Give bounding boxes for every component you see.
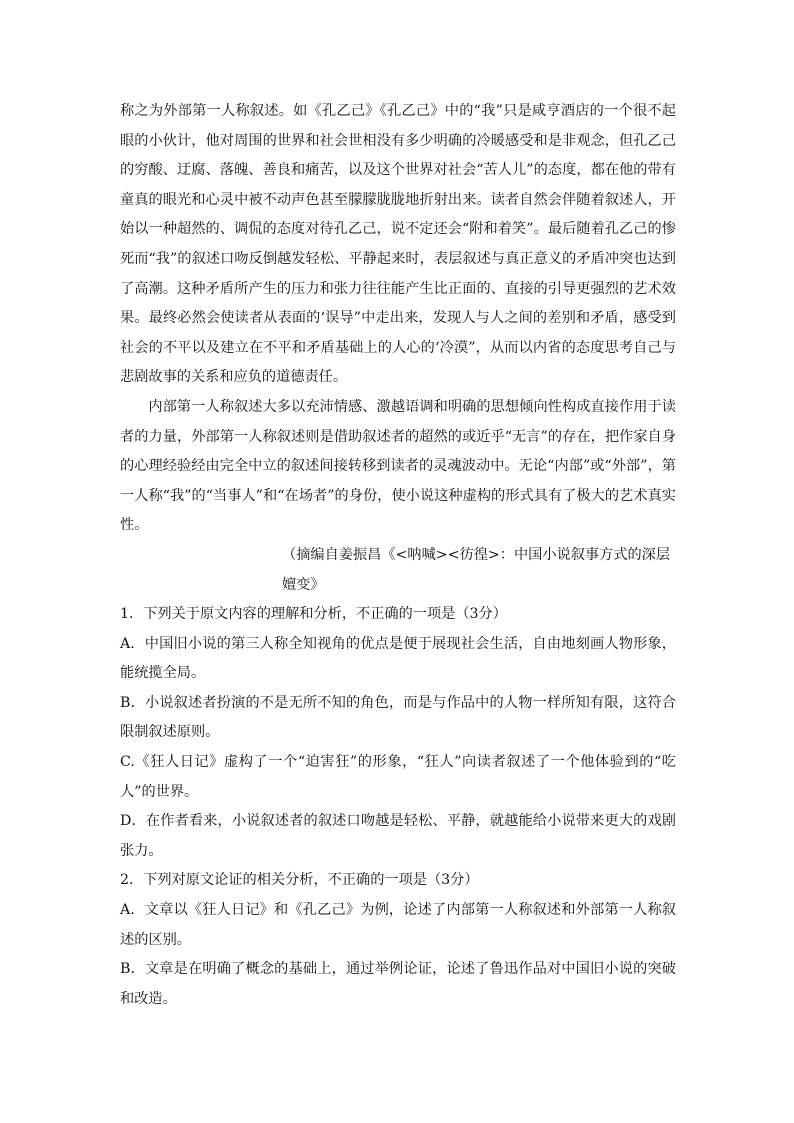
document-body — [120, 97, 676, 1014]
body-paragraph: 内部第一人称叙述大多以充沛情感、激越语调和明确的思想倾向性构成直接作用于读者的力量，外部第一人称叙述则是借助叙述者的超然的或近乎“无言”的存在，把作家自身的心理经验经由完全中立的叙述间接转移到读者的灵魂波动中。无论“内部”或“外部”，第一人称“我”的“当事人”和“在场者”的身份，使小说这种虚构的形式具有了极大的艺术真实性。 — [120, 398, 676, 534]
answer-option: B．小说叙述者扮演的不是无所不知的角色，而是与作品中的人物一样所知有限，这符合限制叙述原则。 — [120, 694, 676, 741]
answer-option: A．中国旧小说的第三人称全知视角的优点是便于展现社会生活，自由地刻画人物形象，能统揽全局。 — [120, 635, 676, 682]
answer-option: C.《狂人日记》虚构了一个“迫害狂”的形象，“狂人”向读者叙述了一个他体验到的“吃人”的世界。 — [120, 754, 676, 800]
body-paragraph: 称之为外部第一人称叙述。如《孔乙己》《孔乙己》中的“我”只是咸亨酒店的一个很不起眼的小伙计，他对周围的世界和社会世相没有多少明确的冷暖感受和是非观念，但孔乙己的穷酸、迂腐、落魄、善良和痛苦，以及这个世界对社会“苦人儿”的态度，都在他的带有童真的眼光和心灵中被不动声色甚至朦朦胧胧地折射出来。读者自然会伴随着叙述人，开始以一种超然的、调侃的态度对待孔乙己，说不定还会“附和着笑”。最后随着孔乙己的惨死而“我”的叙述口吻反倒越发轻松、平静起来时，表层叙述与真正意义的矛盾冲突也达到了高潮。这种矛盾所产生的压力和张力往往能产生比正面的、直接的引导更强烈的艺术效果。最终必然会使读者从表面的‘误导”中走出来，发现人与人之间的差别和矛盾，感受到社会的不平以及建立在不平和矛盾基础上的人心的‘冷漠”，从而以内省的态度思考自己与悲剧故事的关系和应负的道德责任。 — [120, 103, 676, 386]
answer-option: A．文章以《狂人日记》和《孔乙己》为例，论述了内部第一人称叙述和外部第一人称叙述的区别。 — [120, 902, 676, 948]
question-stem: 1．下列关于原文内容的理解和分析，不正确的一项是（3分） — [120, 606, 507, 623]
source-citation: （摘编自姜振昌《<呐喊><彷徨>：中国小说叙事方式的深层嬗变》 — [282, 546, 671, 593]
answer-option: D．在作者看来，小说叙述者的叙述口吻越是轻松、平静，就越能给小说带来更大的戏剧张力。 — [120, 813, 676, 859]
question-stem: 2．下列对原文论证的相关分析，不正确的一项是（3分） — [120, 872, 479, 889]
answer-option: B．文章是在明确了概念的基础上，通过举例论证，论述了鲁迅作品对中国旧小说的突破和改造。 — [120, 961, 676, 1007]
